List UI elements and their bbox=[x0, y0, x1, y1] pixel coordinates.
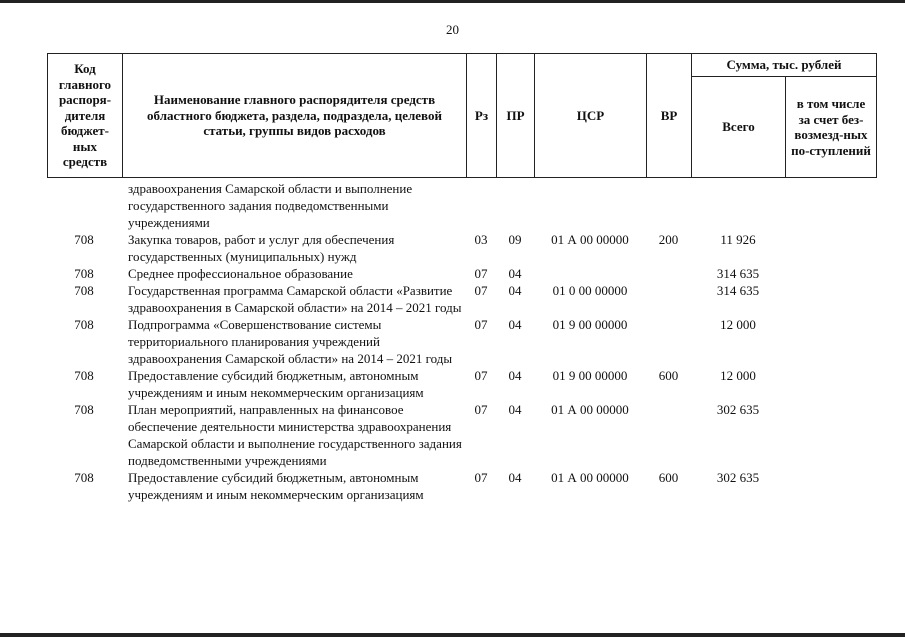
header-sum-group: Сумма, тыс. рублей bbox=[726, 57, 842, 73]
table-body bbox=[0, 180, 905, 503]
row-code: 708 bbox=[74, 317, 94, 332]
row-pr: 04 bbox=[508, 368, 522, 383]
header-vr: ВР bbox=[660, 107, 678, 123]
row-vr: 600 bbox=[658, 470, 679, 485]
top-scan-edge bbox=[0, 0, 905, 3]
header-total: Всего bbox=[722, 119, 755, 135]
row-total: 12 000 bbox=[720, 368, 756, 383]
row-pr: 04 bbox=[508, 266, 522, 281]
row-csr: 01 А 00 00000 bbox=[551, 232, 629, 247]
table-row bbox=[0, 316, 905, 367]
row-name: План мероприятий, направленных на финансовое обеспечение деятельности министерства здравоохранения Самарской области и выполнение государственного задания подведомственными учреждениями bbox=[128, 402, 462, 468]
row-rz: 03 bbox=[474, 232, 488, 247]
row-code: 708 bbox=[74, 232, 94, 247]
row-csr: 01 9 00 00000 bbox=[552, 368, 628, 383]
header-free: в том числе за счет без-возмезд-ных по-ступлений bbox=[791, 96, 871, 158]
row-total: 11 926 bbox=[720, 232, 756, 247]
row-total: 12 000 bbox=[720, 317, 756, 332]
table-row bbox=[0, 180, 905, 231]
header-rz: Рз bbox=[474, 107, 489, 123]
row-rz: 07 bbox=[474, 283, 488, 298]
row-vr: 600 bbox=[658, 368, 679, 383]
row-vr: 200 bbox=[658, 232, 679, 247]
table-row bbox=[0, 282, 905, 316]
header-pr: ПР bbox=[506, 107, 525, 123]
bottom-scan-edge bbox=[0, 633, 905, 637]
header-csr: ЦСР bbox=[576, 107, 605, 123]
header-name: Наименование главного распорядителя средств областного бюджета, раздела, подраздела, целевой статьи, группы видов расходов bbox=[147, 92, 442, 139]
row-name: Государственная программа Самарской области «Развитие здравоохранения в Самарской области» на 2014 – 2021 годы bbox=[128, 283, 462, 315]
row-rz: 07 bbox=[474, 402, 488, 417]
row-pr: 04 bbox=[508, 317, 522, 332]
row-name: Среднее профессиональное образование bbox=[128, 266, 353, 281]
row-code: 708 bbox=[74, 402, 94, 417]
row-total: 302 635 bbox=[716, 470, 760, 485]
row-pr: 04 bbox=[508, 402, 522, 417]
row-code: 708 bbox=[74, 470, 94, 485]
row-csr: 01 А 00 00000 bbox=[551, 402, 629, 417]
row-csr: 01 А 00 00000 bbox=[551, 470, 629, 485]
row-rz: 07 bbox=[474, 266, 488, 281]
row-total: 302 635 bbox=[716, 402, 760, 417]
row-rz: 07 bbox=[474, 368, 488, 383]
row-code: 708 bbox=[74, 283, 94, 298]
row-name: Подпрограмма «Совершенствование системы территориального планирования учреждений здравоохранения Самарской области» на 2014 – 2021 годы bbox=[128, 317, 453, 366]
row-rz: 07 bbox=[474, 470, 488, 485]
row-name: Предоставление субсидий бюджетным, автономным учреждениям и иным некоммерческим организациям bbox=[128, 368, 424, 400]
table-row bbox=[0, 469, 905, 503]
table-row bbox=[0, 367, 905, 401]
table-row bbox=[0, 401, 905, 469]
page-number: 20 bbox=[446, 22, 459, 37]
table-row bbox=[0, 231, 905, 265]
row-name: Предоставление субсидий бюджетным, автономным учреждениям и иным некоммерческим организациям bbox=[128, 470, 424, 502]
table-header bbox=[47, 53, 877, 178]
row-csr: 01 0 00 00000 bbox=[552, 283, 628, 298]
row-pr: 04 bbox=[508, 283, 522, 298]
row-name: здравоохранения Самарской области и выполнение государственного задания подведомственными учреждениями bbox=[128, 181, 413, 230]
header-code: Код главного распоря-дителя бюджет-ных средств bbox=[58, 61, 112, 170]
row-total: 314 635 bbox=[716, 283, 760, 298]
row-pr: 09 bbox=[508, 232, 522, 247]
row-pr: 04 bbox=[508, 470, 522, 485]
row-code: 708 bbox=[74, 368, 94, 383]
row-name: Закупка товаров, работ и услуг для обеспечения государственных (муниципальных) нужд bbox=[128, 232, 395, 264]
row-total: 314 635 bbox=[716, 266, 760, 281]
table-row bbox=[0, 265, 905, 282]
row-csr: 01 9 00 00000 bbox=[552, 317, 628, 332]
row-code: 708 bbox=[74, 266, 94, 281]
row-rz: 07 bbox=[474, 317, 488, 332]
